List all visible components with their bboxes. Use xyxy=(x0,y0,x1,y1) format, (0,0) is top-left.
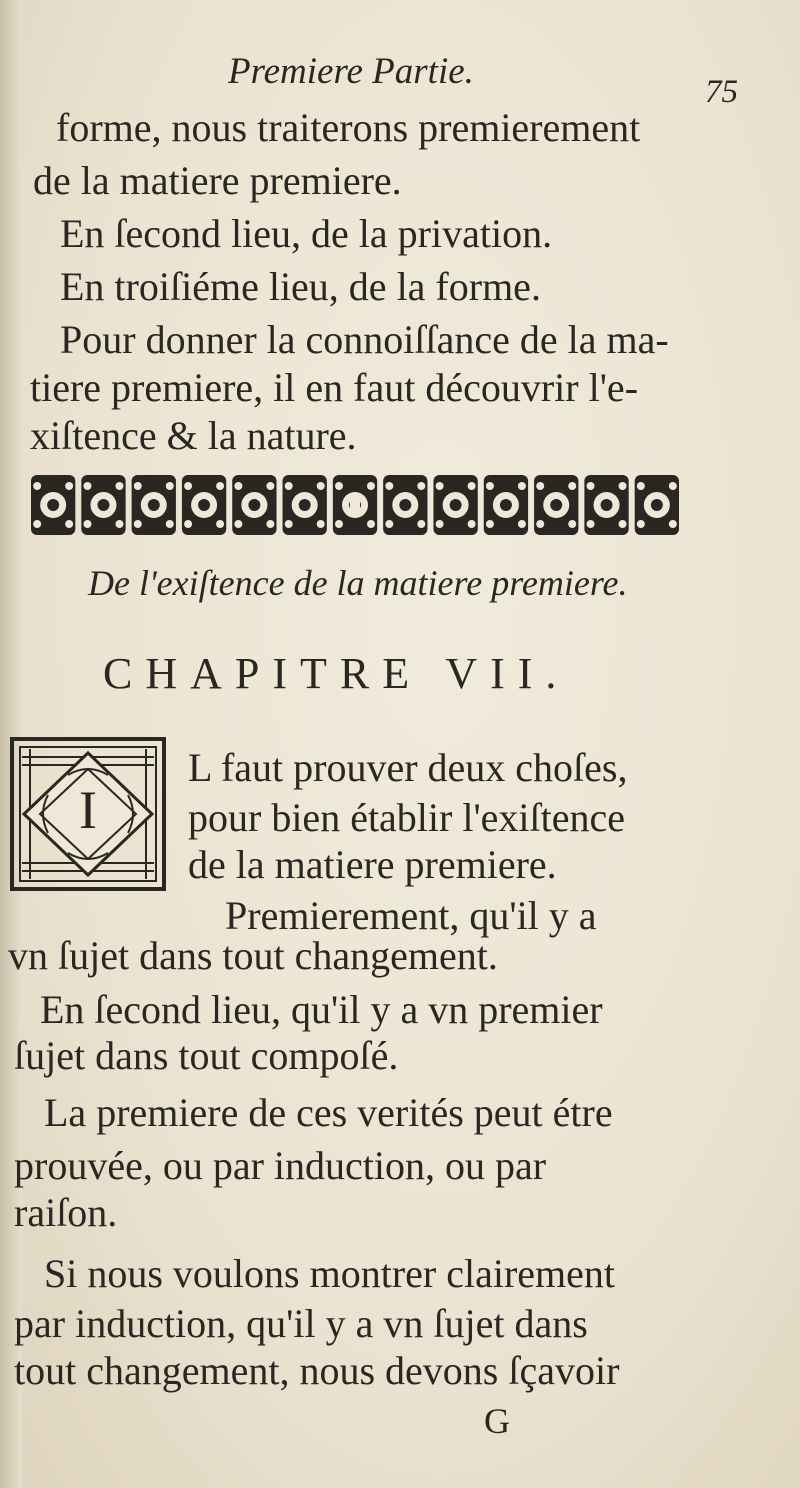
fleuron-motif xyxy=(182,475,226,535)
decorative-ornament-band xyxy=(28,462,682,548)
text-line: vn ſujet dans tout changement. xyxy=(8,933,498,978)
text-line: En ſecond lieu, qu'il y a vn premier xyxy=(40,987,603,1032)
fleuron-motif xyxy=(433,475,477,535)
text-line: par induction, qu'il y a vn ſujet dans xyxy=(14,1301,588,1346)
ornament-separator xyxy=(350,493,360,517)
text-line: tout changement, nous devons ſçavoir xyxy=(14,1348,620,1393)
text-line: forme, nous traiterons premierement xyxy=(56,105,641,150)
running-head: Premiere Partie. xyxy=(228,51,474,92)
fleuron-motif xyxy=(132,475,176,535)
text-line: Si nous voulons montrer clairement xyxy=(44,1251,616,1296)
signature-mark: G xyxy=(484,1401,510,1441)
fleuron-motif xyxy=(81,475,125,535)
text-line: La premiere de ces verités peut étre xyxy=(44,1090,613,1135)
fleuron-motif xyxy=(383,475,427,535)
fleuron-motif xyxy=(635,475,679,535)
text-line: Premierement, qu'il y a xyxy=(225,893,597,938)
text-line: xiſtence & la nature. xyxy=(30,413,357,458)
chapter-subtitle: De l'exiſtence de la matiere premiere. xyxy=(88,563,628,603)
fleuron-motif xyxy=(484,475,528,535)
fleuron-pattern-icon xyxy=(28,465,682,545)
text-line: prouvée, ou par induction, ou par xyxy=(14,1143,547,1188)
fleuron-motif xyxy=(534,475,578,535)
text-line: En ſecond lieu, de la privation. xyxy=(60,211,553,256)
text-line: tiere premiere, il en faut découvrir l'e- xyxy=(30,365,639,410)
fleuron-motif xyxy=(232,475,276,535)
page-number: 75 xyxy=(705,74,738,110)
text-line: L faut prouver deux choſes, xyxy=(188,745,628,790)
text-line: Pour donner la connoiſſance de la ma- xyxy=(60,317,669,362)
text-line: de la matiere premiere. xyxy=(188,842,557,887)
drop-cap-letter: I xyxy=(79,780,97,840)
fleuron-motif xyxy=(31,475,75,535)
ornamental-drop-cap xyxy=(8,735,168,893)
text-line: pour bien établir l'exiſtence xyxy=(188,795,626,840)
text-line: ſujet dans tout compoſé. xyxy=(14,1033,399,1078)
chapter-title: CHAPITRE VII. xyxy=(103,649,570,698)
text-line: En troiſiéme lieu, de la forme. xyxy=(60,264,541,309)
fleuron-motif xyxy=(283,475,327,535)
text-line: raiſon. xyxy=(14,1190,118,1235)
fleuron-motif xyxy=(584,475,628,535)
text-line: de la matiere premiere. xyxy=(33,158,402,203)
